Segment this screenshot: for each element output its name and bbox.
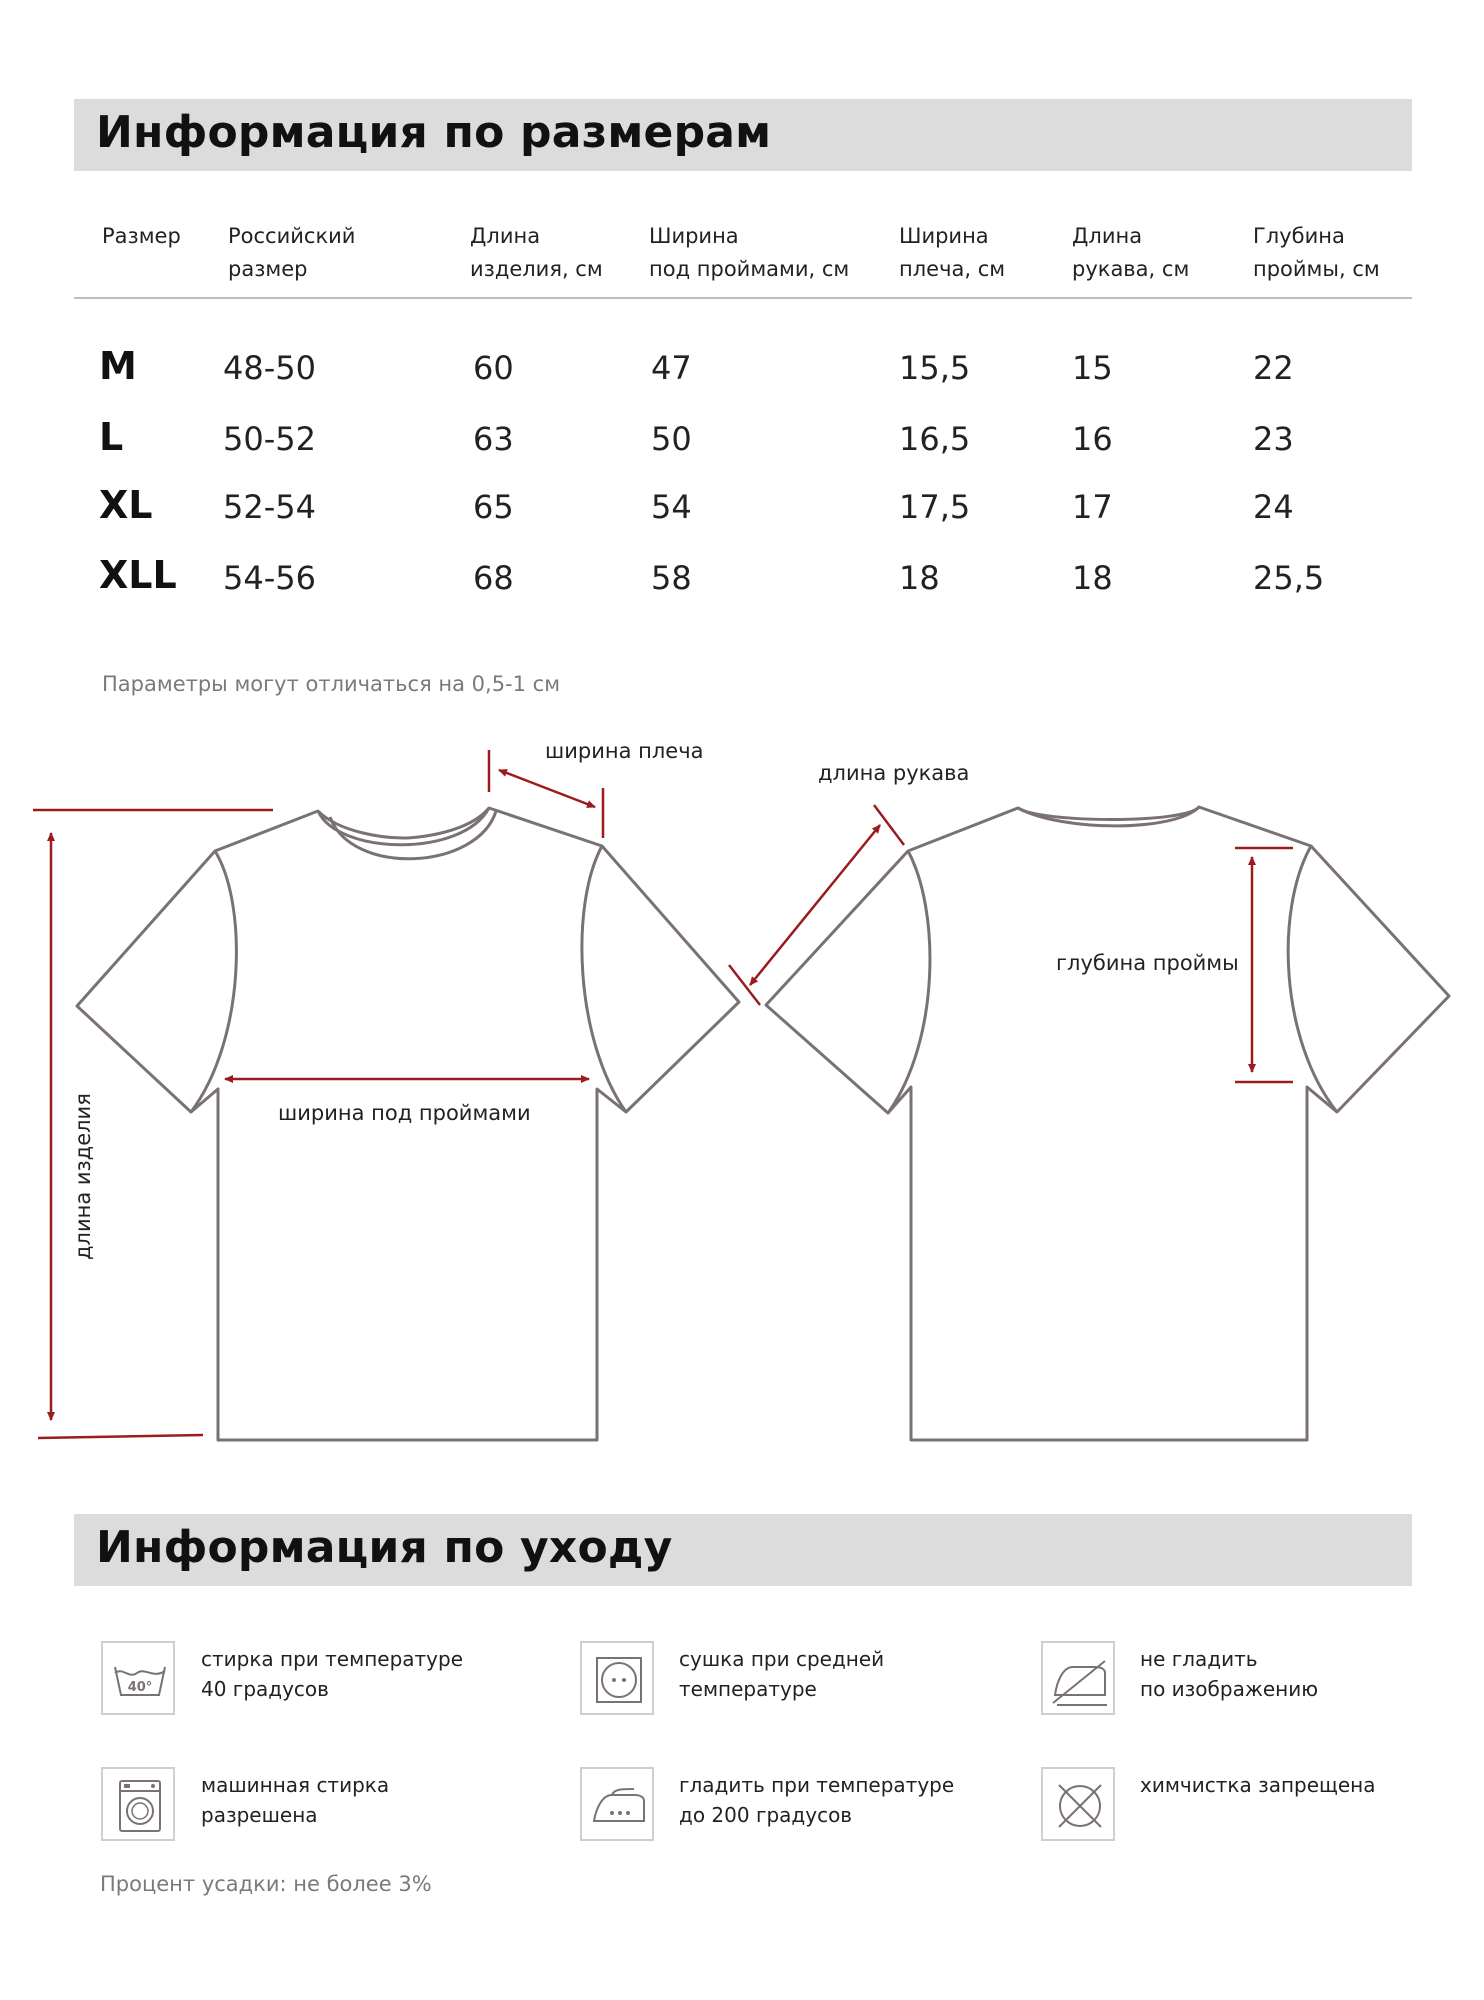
table-cell-width: 54 [651, 488, 692, 526]
care-item-machine-wash: машинная стирка разрешена [201, 1773, 390, 1827]
care-item-wash: стирка при температуре 40 градусов [201, 1647, 464, 1701]
table-cell-size: XL [99, 483, 153, 527]
header-size: Размер [102, 224, 181, 248]
care-item-iron-200: гладить при температуре до 200 градусов [679, 1773, 955, 1827]
care-item-dry: сушка при средней температуре [679, 1647, 885, 1701]
tshirt-back-outline [766, 807, 1449, 1440]
sleeve-ref-bottom [729, 965, 760, 1005]
length-bottom-ref-line [38, 1435, 203, 1438]
tumble-dry-medium-icon [580, 1641, 654, 1715]
size-info-title: Информация по размерам [96, 107, 772, 158]
shoulder-width-arrow [499, 770, 595, 807]
header-armhole-depth: Глубина проймы, см [1253, 224, 1380, 281]
table-cell-width: 50 [651, 420, 692, 458]
table-cell-russian-size: 50-52 [223, 420, 316, 458]
shrinkage-note: Процент усадки: не более 3% [100, 1872, 432, 1896]
table-cell-sleeve: 18 [1072, 559, 1113, 597]
size-tolerance-note: Параметры могут отличаться на 0,5-1 см [102, 672, 561, 696]
label-sleeve-length: длина рукава [818, 761, 970, 785]
table-cell-armhole: 23 [1253, 420, 1294, 458]
table-cell-shoulder: 15,5 [899, 349, 971, 387]
sleeve-length-arrow [750, 825, 880, 985]
measurement-diagram [0, 720, 1484, 1450]
table-cell-size: XLL [99, 553, 177, 597]
table-cell-russian-size: 48-50 [223, 349, 316, 387]
table-cell-sleeve: 17 [1072, 488, 1113, 526]
washing-machine-icon [101, 1767, 175, 1841]
table-cell-shoulder: 18 [899, 559, 940, 597]
no-dry-clean-icon [1041, 1767, 1115, 1841]
header-garment-length: Длина изделия, см [470, 224, 603, 281]
table-cell-width: 58 [651, 559, 692, 597]
size-info-banner [74, 99, 1412, 171]
header-russian-size: Российский размер [228, 224, 356, 281]
table-cell-sleeve: 15 [1072, 349, 1113, 387]
table-cell-sleeve: 16 [1072, 420, 1113, 458]
care-info-title: Информация по уходу [96, 1522, 673, 1573]
table-cell-russian-size: 52-54 [223, 488, 316, 526]
care-item-no-iron-print: не гладить по изображению [1140, 1647, 1319, 1701]
wash-40-icon [101, 1641, 175, 1715]
label-shoulder-width: ширина плеча [545, 739, 704, 763]
header-sleeve-length: Длина рукава, см [1072, 224, 1190, 281]
header-width-armholes: Ширина под проймами, см [649, 224, 850, 281]
table-cell-shoulder: 17,5 [899, 488, 971, 526]
header-shoulder-width: Ширина плеча, см [899, 224, 1006, 281]
table-cell-size: M [99, 344, 137, 388]
table-cell-armhole: 24 [1253, 488, 1294, 526]
care-info-banner [74, 1514, 1412, 1586]
table-cell-length: 60 [473, 349, 514, 387]
table-cell-size: L [99, 415, 124, 459]
table-cell-length: 68 [473, 559, 514, 597]
table-cell-shoulder: 16,5 [899, 420, 971, 458]
iron-200-icon [580, 1767, 654, 1841]
care-item-no-dry-clean: химчистка запрещена [1140, 1773, 1376, 1797]
do-not-iron-print-icon [1041, 1641, 1115, 1715]
table-cell-armhole: 25,5 [1253, 559, 1325, 597]
table-cell-width: 47 [651, 349, 692, 387]
table-cell-armhole: 22 [1253, 349, 1294, 387]
table-cell-russian-size: 54-56 [223, 559, 316, 597]
label-garment-length: длина изделия [71, 1093, 95, 1260]
table-cell-length: 65 [473, 488, 514, 526]
measurement-arrows [33, 750, 1293, 1438]
label-armhole-depth: глубина проймы [1056, 951, 1239, 975]
table-cell-length: 63 [473, 420, 514, 458]
header-divider [74, 297, 1412, 299]
svg-text:40°: 40° [127, 1680, 153, 1695]
label-width-armholes: ширина под проймами [278, 1101, 531, 1125]
